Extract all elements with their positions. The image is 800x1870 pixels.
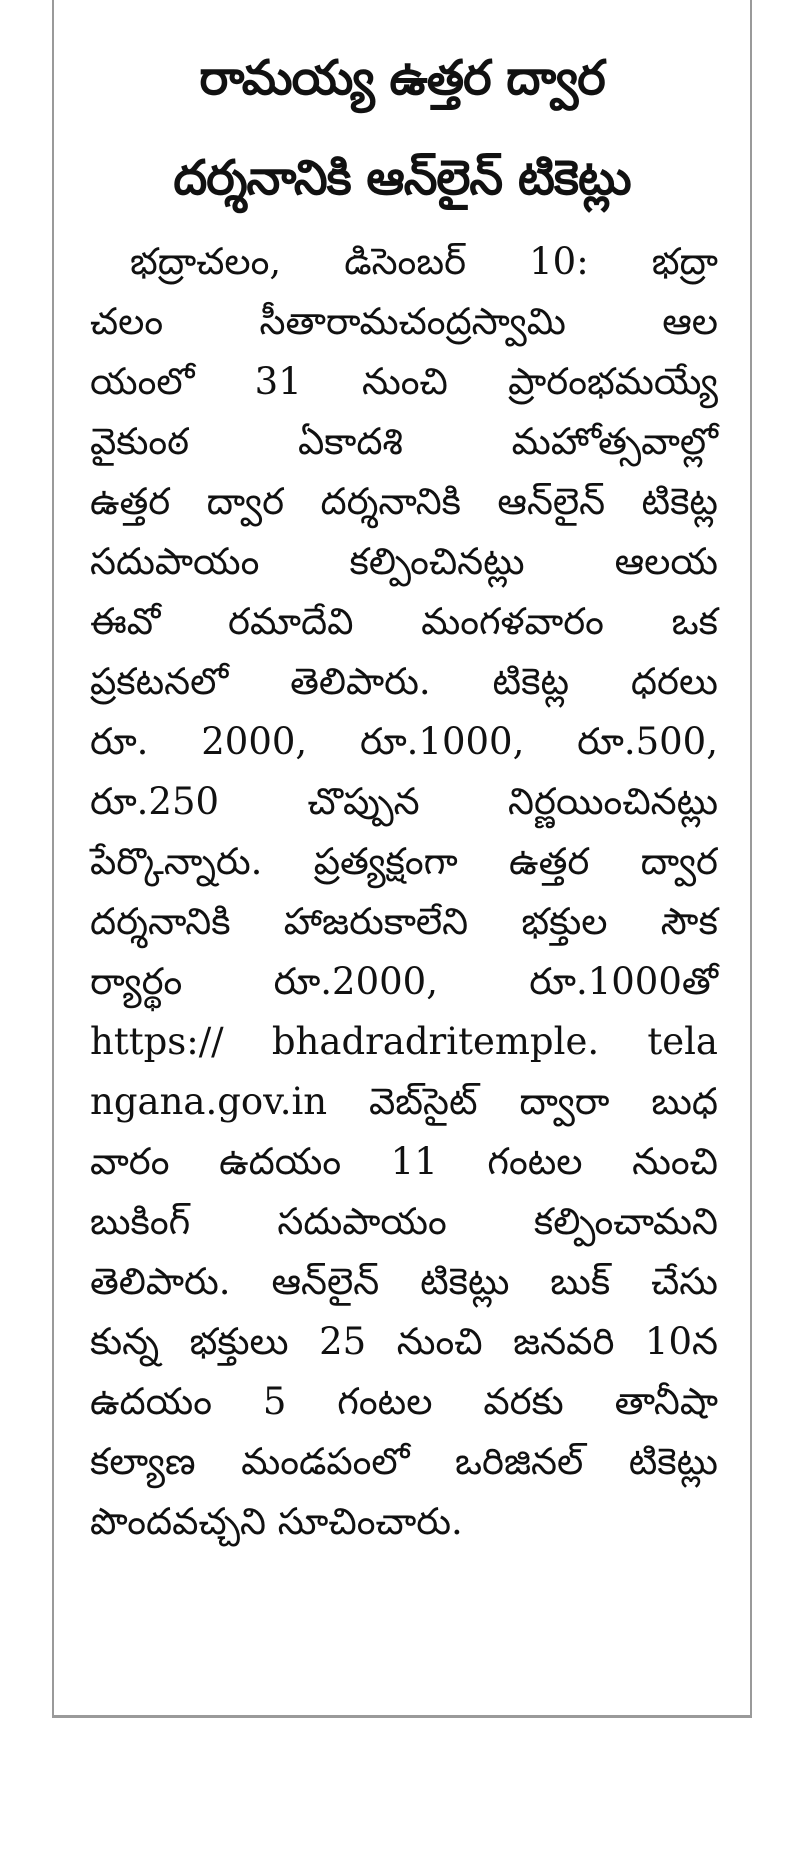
body-line-10: రూ.250 చొప్పున నిర్ణయించినట్లు bbox=[90, 780, 718, 823]
body-line-17: బుకింగ్ సదుపాయం కల్పించామని bbox=[90, 1200, 718, 1243]
body-line-19: కున్న భక్తులు 25 నుంచి జనవరి 10న bbox=[90, 1320, 718, 1363]
body-line-9: రూ. 2000, రూ.1000, రూ.500, bbox=[90, 720, 718, 763]
body-line-20: ఉదయం 5 గంటల వరకు తానీషా bbox=[90, 1380, 718, 1423]
headline-line-2: దర్శనానికి ఆన్‌లైన్ టికెట్లు bbox=[173, 150, 631, 206]
body-line-13: ర్యార్థం రూ.2000, రూ.1000తో bbox=[90, 960, 718, 1003]
body-line-18: తెలిపారు. ఆన్‌లైన్ టికెట్లు బుక్ చేసు bbox=[90, 1260, 718, 1303]
body-line-21: కల్యాణ మండపంలో ఒరిజినల్ టికెట్లు bbox=[90, 1440, 718, 1483]
body-line-16: వారం ఉదయం 11 గంటల నుంచి bbox=[90, 1140, 718, 1183]
body-line-5: ఉత్తర ద్వార దర్శనానికి ఆన్‌లైన్ టికెట్ల bbox=[90, 480, 718, 523]
body-line-11: పేర్కొన్నారు. ప్రత్యక్షంగా ఉత్తర ద్వార bbox=[90, 840, 718, 883]
body-line-22: పొందవచ్చని సూచించారు. bbox=[90, 1500, 463, 1543]
headline-line-1: రామయ్య ఉత్తర ద్వార bbox=[199, 50, 605, 106]
body-line-7: ఈవో రమాదేవి మంగళవారం ఒక bbox=[90, 600, 718, 643]
body-line-8: ప్రకటనలో తెలిపారు. టికెట్ల ధరలు bbox=[90, 660, 718, 703]
body-line-4: వైకుంఠ ఏకాదశి మహోత్సవాల్లో bbox=[90, 420, 718, 463]
article-body bbox=[54, 232, 750, 1552]
headline bbox=[54, 0, 750, 228]
body-line-6: సదుపాయం కల్పించినట్లు ఆలయ bbox=[90, 540, 718, 583]
body-line-12: దర్శనానికి హాజరుకాలేని భక్తుల సౌక bbox=[90, 900, 718, 943]
body-line-3: యంలో 31 నుంచి ప్రారంభమయ్యే bbox=[90, 360, 718, 403]
body-line-2: చలం సీతారామచంద్రస్వామి ఆల bbox=[90, 300, 718, 343]
body-line-14: https:// bhadradritemple. tela bbox=[90, 1020, 718, 1063]
body-line-1: భద్రాచలం, డిసెంబర్ 10: భద్రా bbox=[130, 240, 718, 283]
body-line-15: ngana.gov.in వెబ్‌సైట్ ద్వారా బుధ bbox=[90, 1080, 718, 1123]
news-clipping bbox=[52, 0, 752, 1718]
